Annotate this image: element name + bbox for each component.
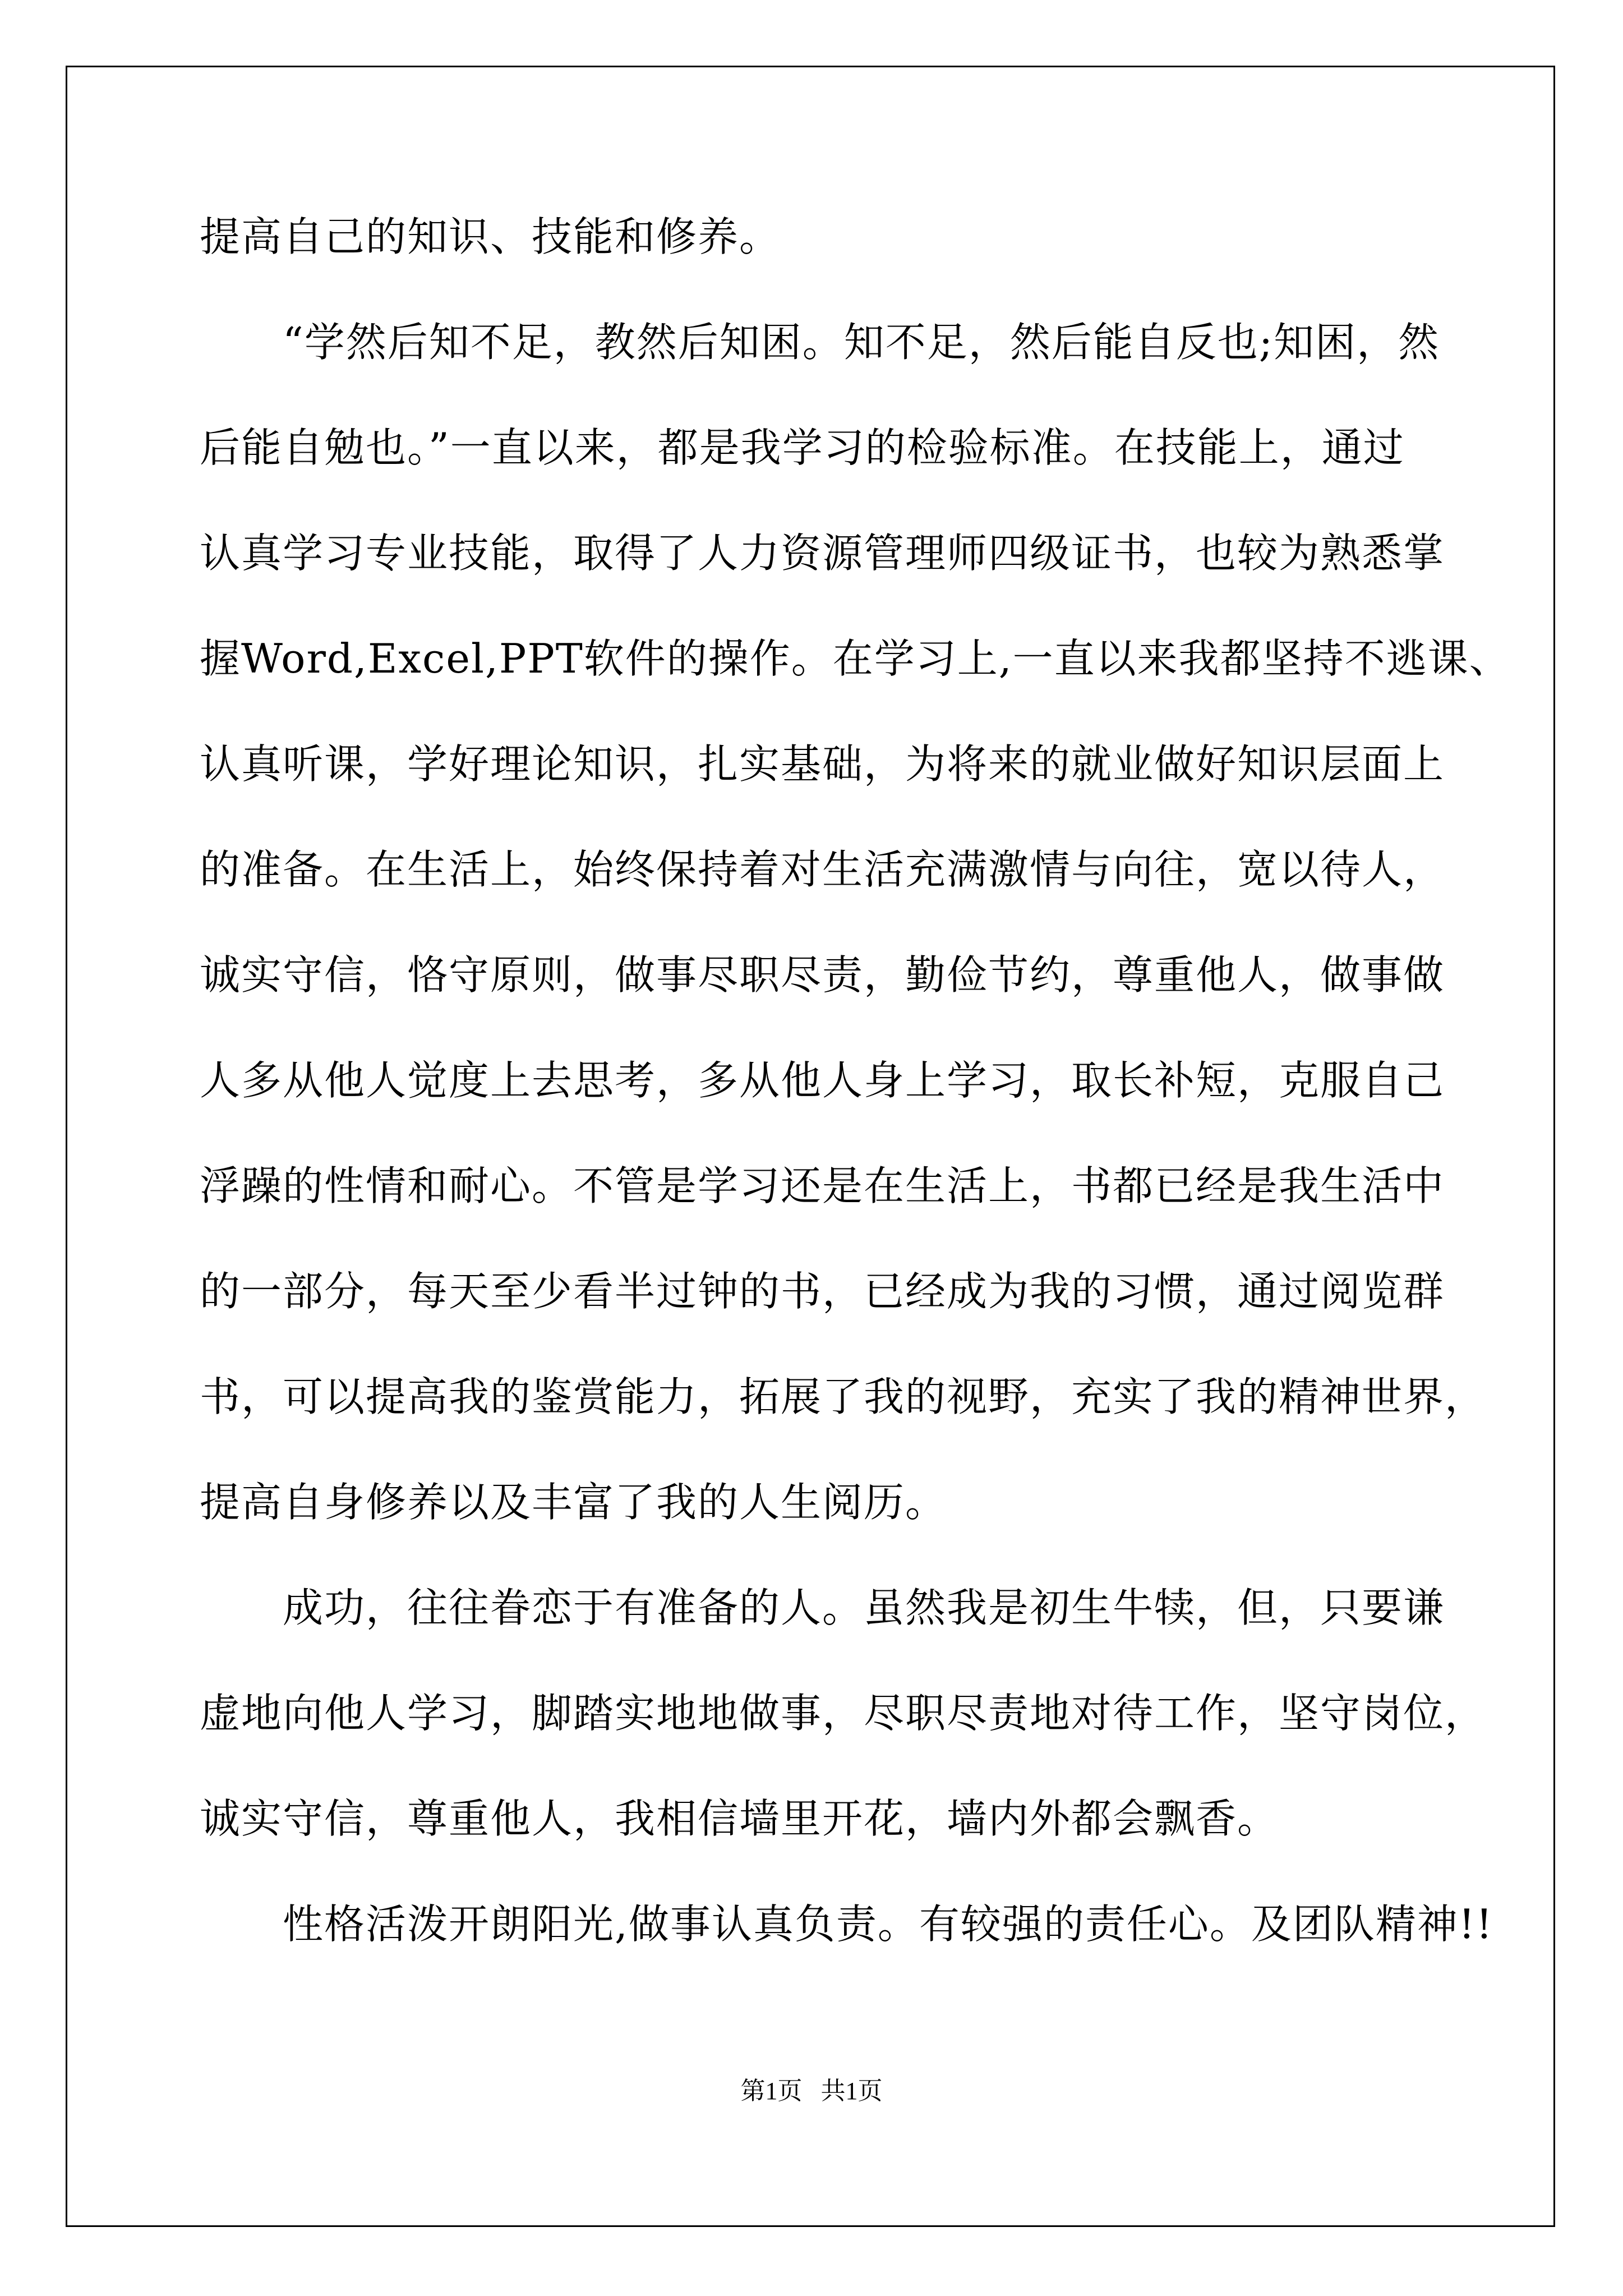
text-line: 虚地向他人学习，脚踏实地地做事，尽职尽责地对待工作，坚守岗位，	[200, 1690, 1487, 1737]
text-line: 人多从他人觉度上去思考，多从他人身上学习，取长补短，克服自己	[200, 1057, 1445, 1104]
text-line: 的一部分，每天至少看半过钟的书，已经成为我的习惯，通过阅览群	[200, 1268, 1445, 1315]
text-line: 认真听课，学好理论知识，扎实基础，为将来的就业做好知识层面上	[200, 740, 1445, 788]
text-line: 浮躁的性情和耐心。不管是学习还是在生活上，书都已经是我生活中	[200, 1162, 1445, 1209]
text-line: 性格活泼开朗阳光,做事认真负责。有较强的责任心。及团队精神!!	[283, 1901, 1493, 1948]
page-number: 第1页	[740, 2077, 803, 2105]
page-total: 共1页	[820, 2077, 883, 2105]
text-line: 成功，往往眷恋于有准备的人。虽然我是初生牛犊，但，只要谦	[283, 1584, 1445, 1631]
text-line: 握Word,Excel,PPT软件的操作。在学习上,一直以来我都坚持不逃课、	[200, 635, 1511, 682]
document-body	[200, 209, 1511, 2001]
text-line: 后能自勉也。”一直以来，都是我学习的检验标准。在技能上，通过	[200, 424, 1405, 471]
text-line: 提高自己的知识、技能和修养。	[200, 213, 781, 260]
text-line: 提高自身修养以及丰富了我的人生阅历。	[200, 1479, 947, 1526]
page-footer	[0, 2074, 1623, 2108]
text-line: 书，可以提高我的鉴赏能力，拓展了我的视野，充实了我的精神世界，	[200, 1373, 1487, 1420]
text-line: 认真学习专业技能，取得了人力资源管理师四级证书，也较为熟悉掌	[200, 530, 1445, 577]
text-line: 诚实守信，尊重他人，我相信墙里开花，墙内外都会飘香。	[200, 1795, 1279, 1842]
text-line: 的准备。在生活上，始终保持着对生活充满激情与向往，宽以待人，	[200, 846, 1445, 893]
text-line: 诚实守信，恪守原则，做事尽职尽责，勤俭节约，尊重他人，做事做	[200, 951, 1445, 999]
text-line: “学然后知不足，教然后知困。知不足，然后能自反也;知困，然	[283, 319, 1440, 366]
